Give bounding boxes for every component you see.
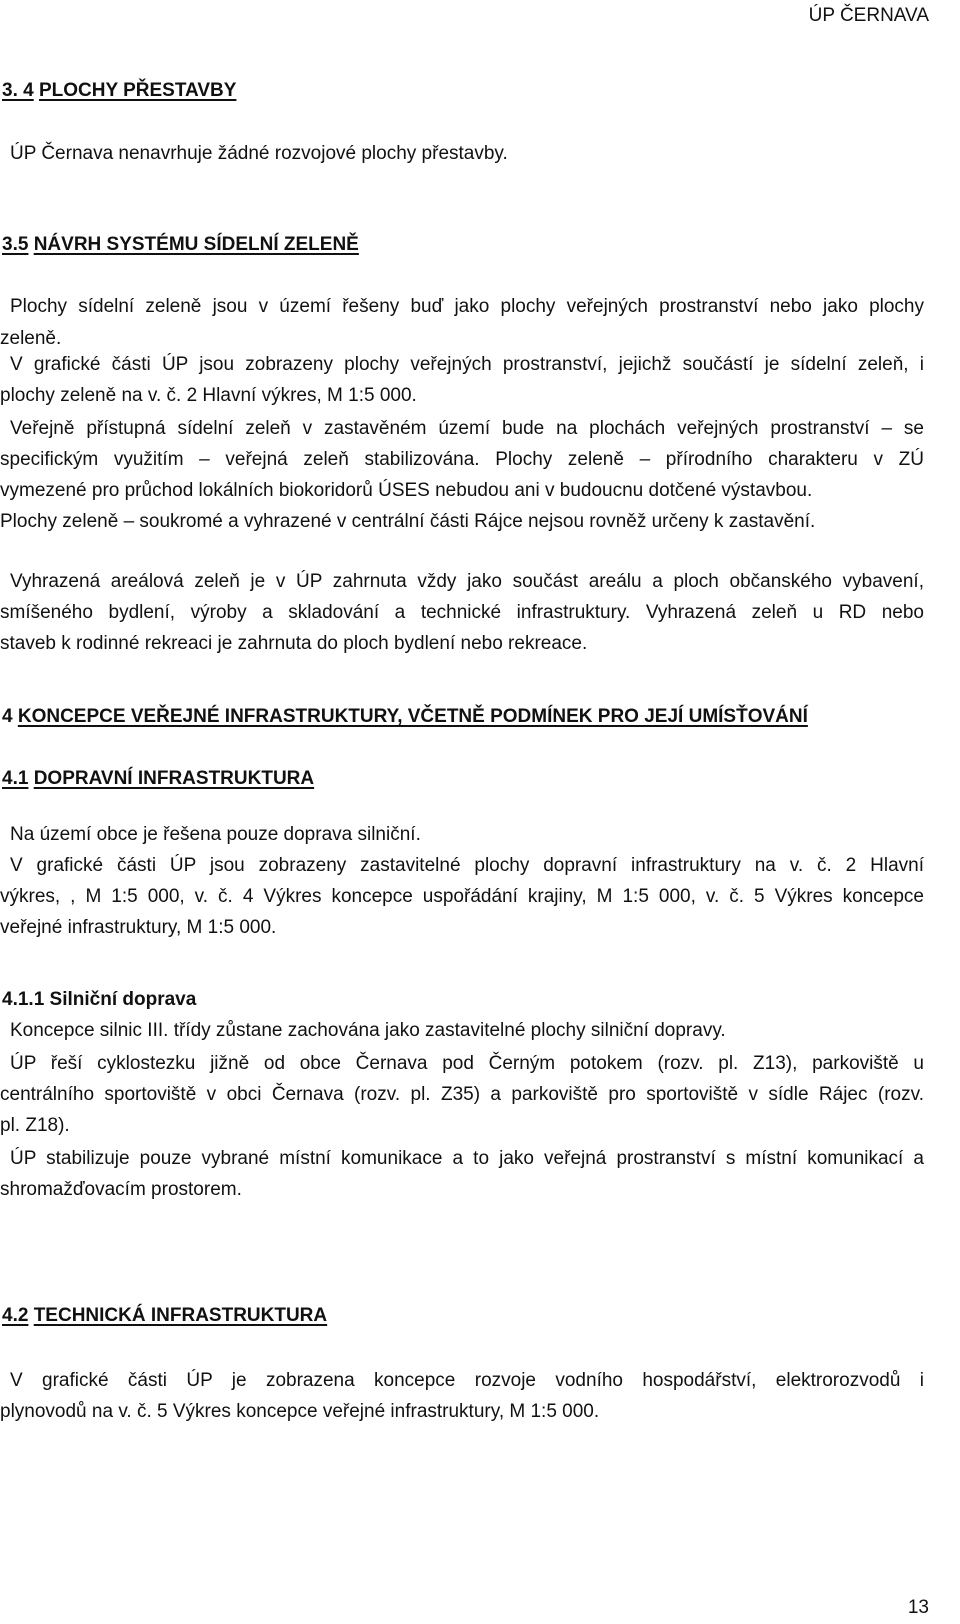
paragraph-line: Vyhrazená areálová zeleň je v ÚP zahrnuta vždy jako součást areálu a ploch občanského vybavení, xyxy=(10,571,924,592)
section-title: NÁVRH SYSTÉMU SÍDELNÍ ZELENĚ xyxy=(33,234,359,255)
section-number: 4.1 xyxy=(2,768,29,789)
chapter-heading-4 xyxy=(2,704,808,730)
paragraph-line: Plochy zeleně – soukromé a vyhrazené v centrální části Rájce nejsou rovněž určeny k zastavění. xyxy=(0,511,816,532)
paragraph-line: specifickým využitím – veřejná zeleň stabilizována. Plochy zeleně – přírodního charakteru v ZÚ xyxy=(0,449,924,470)
chapter-number: 4 xyxy=(2,706,13,727)
page-number: 13 xyxy=(907,1597,929,1618)
paragraph-line: smíšeného bydlení, výroby a skladování a technické infrastruktury. Vyhrazená zeleň u RD nebo xyxy=(0,602,924,623)
paragraph-line: pl. Z18). xyxy=(0,1115,70,1136)
section-title: PLOCHY PŘESTAVBY xyxy=(38,80,237,101)
section-number: 3.5 xyxy=(2,234,29,255)
paragraph-line: Plochy sídelní zeleně jsou v území řešeny buď jako plochy veřejných prostranství nebo jako plochy xyxy=(10,296,924,317)
section-title: DOPRAVNÍ INFRASTRUKTURA xyxy=(33,768,315,789)
section-heading-4-2 xyxy=(2,1303,327,1329)
section-number: 4.2 xyxy=(2,1305,29,1326)
paragraph-line: V grafické části ÚP jsou zobrazeny plochy veřejných prostranství, jejichž součástí je sídelní zeleň, i xyxy=(10,354,924,375)
paragraph-line: V grafické části ÚP jsou zobrazeny zastavitelné plochy dopravní infrastruktury na v. č. 2 Hlavní xyxy=(10,855,924,876)
paragraph-line: ÚP Černava nenavrhuje žádné rozvojové plochy přestavby. xyxy=(10,143,508,164)
paragraph-line: vymezené pro průchod lokálních biokoridorů ÚSES nebudou ani v budoucnu dotčené výstavbou. xyxy=(0,480,813,501)
paragraph-line: plynovodů na v. č. 5 Výkres koncepce veřejné infrastruktury, M 1:5 000. xyxy=(0,1401,600,1422)
paragraph-line: plochy zeleně na v. č. 2 Hlavní výkres, M 1:5 000. xyxy=(0,385,417,406)
paragraph-line: ÚP řeší cyklostezku jižně od obce Černava pod Černým potokem (rozv. pl. Z13), parkoviště u xyxy=(10,1053,924,1074)
paragraph-line: ÚP stabilizuje pouze vybrané místní komunikace a to jako veřejná prostranství s místní komunikací a xyxy=(10,1148,924,1169)
paragraph-line: staveb k rodinné rekreaci je zahrnuta do ploch bydlení nebo rekreace. xyxy=(0,633,588,654)
paragraph-line: shromažďovacím prostorem. xyxy=(0,1179,242,1200)
paragraph-line: výkres, , M 1:5 000, v. č. 4 Výkres koncepce uspořádání krajiny, M 1:5 000, v. č. 5 Výkres koncepce xyxy=(0,886,924,907)
paragraph-line: Veřejně přístupná sídelní zeleň v zastavěném území bude na plochách veřejných prostranství – se xyxy=(10,418,924,439)
paragraph-line: Na území obce je řešena pouze doprava silniční. xyxy=(10,824,421,845)
paragraph-line: zeleně. xyxy=(0,328,62,349)
paragraph-line: Koncepce silnic III. třídy zůstane zachována jako zastavitelné plochy silniční dopravy. xyxy=(10,1020,726,1041)
section-number: 3. 4 xyxy=(2,80,34,101)
section-heading-4-1 xyxy=(2,766,314,792)
paragraph-line: V grafické části ÚP je zobrazena koncepce rozvoje vodního hospodářství, elektrorozvodů i xyxy=(10,1370,924,1391)
paragraph-line: veřejné infrastruktury, M 1:5 000. xyxy=(0,917,277,938)
subsection-heading-4-1-1: 4.1.1 Silniční doprava xyxy=(2,989,197,1010)
chapter-title: KONCEPCE VEŘEJNÉ INFRASTRUKTURY, VČETNĚ PODMÍNEK PRO JEJÍ UMÍSŤOVÁNÍ xyxy=(17,706,808,727)
running-header: ÚP ČERNAVA xyxy=(808,5,929,26)
paragraph-line: centrálního sportoviště v obci Černava (rozv. pl. Z35) a parkoviště pro sportoviště v sídle Rájec (rozv. xyxy=(0,1084,924,1105)
section-heading-3-4 xyxy=(2,78,236,104)
section-heading-3-5 xyxy=(2,232,359,258)
section-title: TECHNICKÁ INFRASTRUKTURA xyxy=(33,1305,328,1326)
